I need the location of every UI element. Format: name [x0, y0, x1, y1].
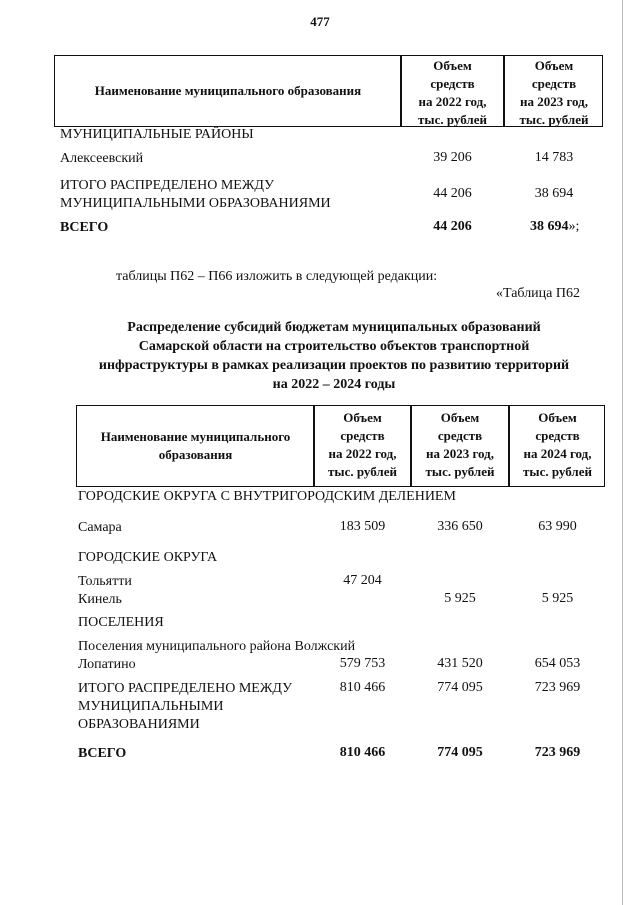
table2-grand-total-label: ВСЕГО [78, 746, 127, 761]
page-number: 477 [310, 14, 330, 29]
table2-header-2022: Объем средств на 2022 год, тыс. рублей [328, 410, 397, 479]
table1-header-2022: Объем средств на 2022 год, тыс. рублей [418, 58, 487, 127]
table2-cell-2022: 810 466 [339, 745, 386, 760]
table2-cell-2022: 579 753 [339, 656, 386, 671]
table2-header-2023: Объем средств на 2023 год, тыс. рублей [425, 410, 495, 479]
table1-cell-2023: 14 783 [534, 150, 574, 165]
table1-cell-2022: 44 206 [433, 186, 472, 201]
table2-header-2024: Объем средств на 2024 год, тыс. рублей [523, 410, 592, 479]
table2-cell-2024: 654 053 [534, 656, 581, 671]
instruction-text: таблицы П62 – П66 изложить в следующей редакции: [116, 269, 438, 284]
table2-cell-2023: 336 650 [437, 519, 483, 534]
table1-cell-2022: 39 206 [433, 150, 472, 165]
table1-section-districts: МУНИЦИПАЛЬНЫЕ РАЙОНЫ [60, 127, 254, 142]
table2-title: Распределение субсидий бюджетам муниципальных образований Самарской области на строительство объектов транспортной инфраструктуры в рамках реализации проектов по развитию территорий на 2022 – 2024 годы [98, 320, 570, 392]
table1-grand-total-label: ВСЕГО [60, 220, 109, 235]
table2-cell-2022: 47 204 [343, 573, 382, 588]
table2-cell-2024: 723 969 [534, 745, 581, 760]
scan-edge-line [622, 0, 623, 905]
table1-cell-2023: 38 694 [534, 186, 574, 201]
table2-cell-2022: 810 466 [339, 680, 386, 695]
table-label: «Таблица П62 [496, 286, 580, 301]
table2-section-settlements: ПОСЕЛЕНИЯ [78, 615, 164, 630]
table1-cell-2023: 38 694»; [530, 219, 580, 234]
table2-row-name: Лопатино [78, 657, 136, 672]
table1-header-2023: Объем средств на 2023 год, тыс. рублей [519, 58, 589, 127]
table1-row-name: Алексеевский [60, 151, 144, 166]
table1-total-distributed-label: ИТОГО РАСПРЕДЕЛЕНО МЕЖДУ МУНИЦИПАЛЬНЫМИ ОБРАЗОВАНИЯМИ [60, 178, 331, 211]
table2-row-name: Тольятти [78, 574, 132, 589]
table2-cell-2024: 5 925 [541, 591, 574, 606]
table2-cell-2023: 774 095 [437, 680, 483, 695]
table2-section-urban-div: ГОРОДСКИЕ ОКРУГА С ВНУТРИГОРОДСКИМ ДЕЛЕНИЕМ [78, 489, 456, 504]
table2-row-name: Самара [78, 520, 122, 535]
table1-cell-2022: 44 206 [433, 219, 472, 234]
table2-subgroup-volzhsky: Поселения муниципального района Волжский [78, 639, 356, 654]
table2-cell-2024: 63 990 [538, 519, 577, 534]
table2-cell-2024: 723 969 [534, 680, 581, 695]
table2-total-distributed-label: ИТОГО РАСПРЕДЕЛЕНО МЕЖДУ МУНИЦИПАЛЬНЫМИ ОБРАЗОВАНИЯМИ [78, 681, 292, 732]
table2-row-name: Кинель [78, 592, 122, 607]
table2-cell-2023: 774 095 [437, 745, 483, 760]
table1-header-name: Наименование муниципального образования [94, 83, 362, 98]
table2-cell-2023: 5 925 [444, 591, 476, 606]
table2-section-urban: ГОРОДСКИЕ ОКРУГА [78, 550, 218, 565]
table2-header-name: Наименование муниципального образования [100, 429, 291, 462]
table2-cell-2023: 431 520 [437, 656, 483, 671]
table2-cell-2022: 183 509 [339, 519, 386, 534]
